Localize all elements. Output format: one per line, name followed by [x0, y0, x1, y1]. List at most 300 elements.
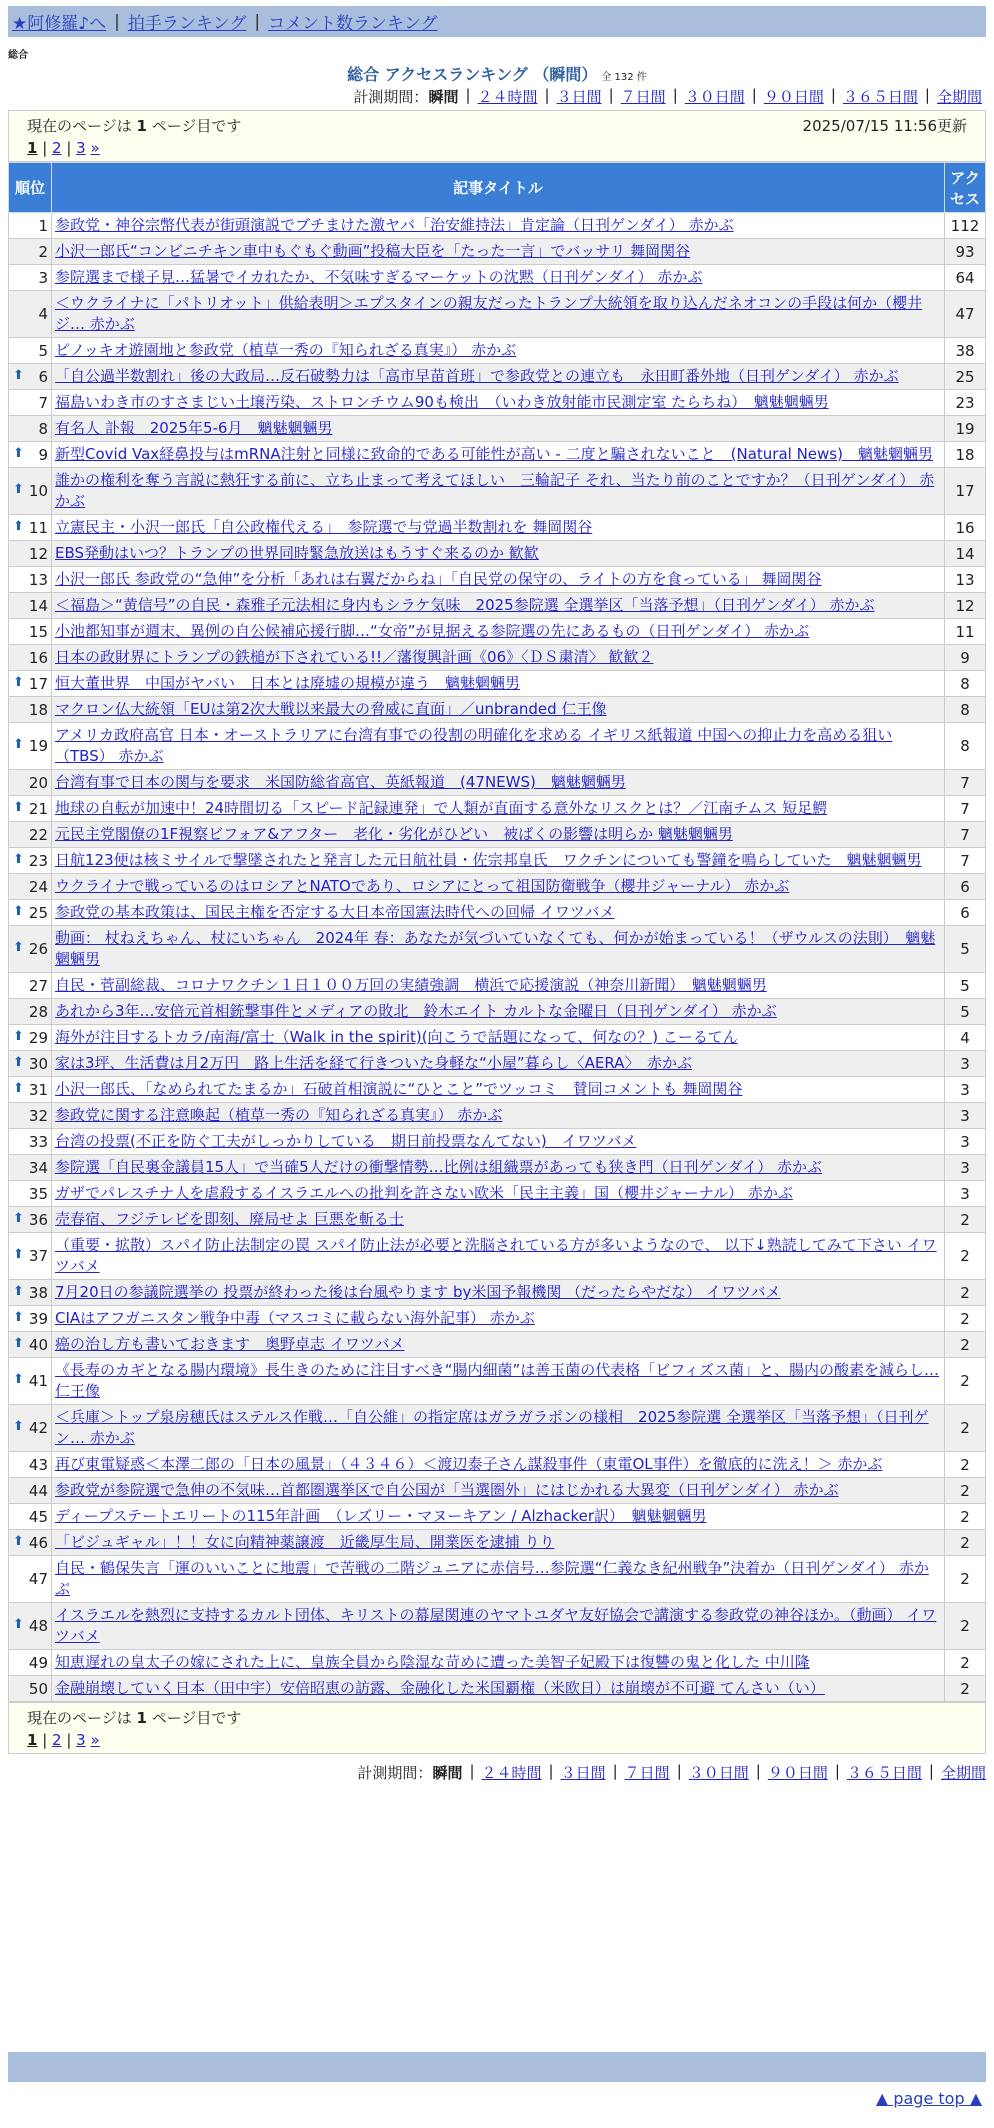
page-link-current[interactable]: 1 [27, 139, 38, 157]
article-title-link[interactable]: マクロン仏大統領「EUは第2次大戦以来最大の脅威に直面」／unbranded 仁王像 [55, 700, 607, 718]
access-count: 11 [945, 619, 986, 645]
title-cell [52, 390, 945, 416]
table-row [9, 1676, 986, 1702]
rank-cell [9, 1530, 52, 1556]
title-cell [52, 848, 945, 874]
article-title-link[interactable]: 《長寿のカギとなる腸内環境》長生きのために注目すべき“腸内細菌”は善玉菌の代表格「ビフィズス菌」と、腸内の酸素を減らし… 仁王像 [55, 1361, 940, 1400]
rank-cell [9, 1405, 52, 1452]
rank-number: 19 [28, 737, 48, 755]
article-title-link[interactable]: 「自公過半数割れ」後の大政局…反石破勢力は「高市早苗首班」で参政党との連立も 永田町番外地（日刊ゲンダイ） 赤かぶ [55, 367, 899, 385]
rank-up-arrow-icon: ⬆ [13, 903, 24, 919]
period-separator: | [672, 86, 678, 104]
title-cell [52, 1181, 945, 1207]
article-title-link[interactable]: ウクライナで戦っているのはロシアとNATOであり、ロシアにとって祖国防衛戦争（櫻井ジャーナル） 赤かぶ [55, 877, 790, 895]
title-cell [52, 1025, 945, 1051]
table-row [9, 1530, 986, 1556]
rank-number: 25 [28, 903, 48, 922]
page-title-row [0, 62, 994, 85]
table-row [9, 364, 986, 390]
access-count: 3 [945, 1077, 986, 1103]
rank-cell [9, 1233, 52, 1280]
title-cell [52, 1332, 945, 1358]
rank-cell [9, 1358, 52, 1405]
article-title-link[interactable]: 海外が注目するトカラ/南海/富士（Walk in the spirit)(向こうで話題になって、何なの？) こーるてん [55, 1028, 738, 1046]
rank-number: 11 [28, 518, 48, 537]
period-separator: | [830, 86, 836, 104]
table-row [9, 1332, 986, 1358]
rank-number: 8 [38, 419, 48, 438]
table-row [9, 390, 986, 416]
table-row [9, 515, 986, 541]
access-count: 64 [945, 265, 986, 291]
period-separator: | [676, 1762, 682, 1780]
rank-up-arrow-icon: ⬆ [13, 1028, 24, 1044]
article-title-link[interactable]: 地球の自転が加速中！24時間切る「スピード記録連発」で人類が直面する意外なリスクとは？／江南チムス 短足鰐 [55, 799, 828, 817]
article-title-link[interactable]: 再び東電疑惑＜本澤二郎の「日本の風景」（４３４６）＜渡辺泰子さん謀殺事件（東電OL事件）を徹底的に洗え！＞ 赤かぶ [55, 1455, 883, 1473]
table-row [9, 1478, 986, 1504]
article-title-link[interactable]: 日航123便は核ミサイルで撃墜されたと発言した元日航社員・佐宗邦皇氏 ワクチンについても警鐘を鳴らしていた 魑魅魍魎男 [55, 851, 922, 869]
period-option-link[interactable]: ３０日間 [688, 1764, 749, 1782]
article-title-link[interactable]: 小沢一郎氏 参政党の“急伸”を分析「あれは右翼だからね」「自民党の保守の、ライトの方を食っている」 舞岡関谷 [55, 570, 822, 588]
ranking-table [8, 162, 986, 1702]
rank-number: 20 [28, 773, 48, 792]
period-separator: | [608, 86, 614, 104]
access-count: 2 [945, 1233, 986, 1280]
article-title-link[interactable]: ガザでパレスチナ人を虐殺するイスラエルへの批判を許さない欧米「民主主義」国（櫻井ジャーナル） 赤かぶ [55, 1184, 793, 1202]
article-title-link[interactable]: ＜兵庫＞トップ泉房穂氏はステルス作戦…「自公維」の指定席はガラガラポンの様相 2025参院選 全選挙区「当落予想」（日刊ゲン… 赤かぶ [55, 1408, 929, 1447]
rank-number: 1 [38, 216, 48, 235]
article-title-link[interactable]: 日本の政財界にトランプの鉄槌が下されている!!／藩復興計画《06》〈ＤＳ粛清〉 歓歓２ [55, 648, 654, 666]
table-row [9, 593, 986, 619]
rank-cell [9, 338, 52, 364]
article-title-link[interactable]: （重要・拡散）スパイ防止法制定の罠 スパイ防止法が必要と洗脳されている方が多いようなので、 以下↓熟読してみて下さい イワツバメ [55, 1236, 937, 1275]
rank-up-arrow-icon: ⬆ [13, 445, 24, 461]
rank-number: 35 [28, 1184, 48, 1203]
table-row [9, 1025, 986, 1051]
page-links: 1 | 2 | 3 » [27, 139, 100, 157]
article-title-link[interactable]: 動画： 杖ねえちゃん、杖にいちゃん 2024年 春：あなたが気づいていなくても、何かが始まっている！（ザウルスの法則） 魑魅魍魎男 [55, 929, 936, 968]
period-option-link[interactable]: ３６５日間 [846, 1764, 922, 1782]
table-row [9, 1051, 986, 1077]
rank-number: 31 [28, 1080, 48, 1099]
rank-number: 10 [28, 482, 48, 500]
rank-up-arrow-icon: ⬆ [13, 1247, 24, 1262]
rank-cell [9, 1306, 52, 1332]
article-title-link[interactable]: 台湾の投票(不正を防ぐ工夫がしっかりしている 期日前投票なんてない) イワツバメ [55, 1132, 637, 1150]
pager-bottom [8, 1702, 986, 1754]
access-count: 2 [945, 1306, 986, 1332]
rank-number: 33 [28, 1132, 48, 1151]
rank-header: 順位 [9, 163, 52, 213]
title-cell [52, 364, 945, 390]
period-separator: | [834, 1762, 840, 1780]
access-count: 6 [945, 874, 986, 900]
title-cell [52, 338, 945, 364]
period-option-link[interactable]: 全期間 [936, 88, 982, 106]
title-cell [52, 1478, 945, 1504]
access-count: 3 [945, 1103, 986, 1129]
title-cell [52, 1207, 945, 1233]
rank-cell [9, 874, 52, 900]
rank-number: 28 [28, 1002, 48, 1021]
article-title-link[interactable]: 元民主党閣僚の1F視察ビフォア&アフター 老化・劣化がひどい 被ばくの影響は明らか 魑魅魍魎男 [55, 825, 733, 843]
table-row [9, 1504, 986, 1530]
table-row [9, 416, 986, 442]
article-title-link[interactable]: 知恵遅れの皇太子の嫁にされた上に、皇族全員から陰湿な苛めに遭った美智子妃殿下は復讐の鬼と化した 中川隆 [55, 1653, 810, 1671]
rank-cell [9, 265, 52, 291]
table-row [9, 645, 986, 671]
table-row [9, 239, 986, 265]
rank-cell [9, 1155, 52, 1181]
article-title-link[interactable]: 「ビジュギャル」！！女に向精神薬譲渡 近畿厚生局、開業医を逮捕 りり [55, 1533, 555, 1551]
table-row [9, 1603, 986, 1650]
article-title-link[interactable]: 参政党に関する注意喚起（植草一秀の『知られざる真実』） 赤かぶ [55, 1106, 503, 1124]
table-row [9, 291, 986, 338]
table-row [9, 796, 986, 822]
table-row [9, 926, 986, 973]
title-cell [52, 1603, 945, 1650]
article-title-link[interactable]: 7月20日の参議院選挙の 投票が終わった後は台風やります by米国予報機関 （だったらやだな） イワツバメ [55, 1283, 781, 1301]
period-option-link[interactable]: ３６５日間 [842, 88, 918, 106]
page-top-link[interactable]: ▲ page top ▲ [875, 2089, 982, 2108]
title-cell [52, 973, 945, 999]
title-cell [52, 1650, 945, 1676]
access-count: 2 [945, 1504, 986, 1530]
period-option-link[interactable]: ９０日間 [763, 88, 824, 106]
article-title-link[interactable]: 誰かの権利を奪う言説に熱狂する前に、立ち止まって考えてほしい 三輪記子 それ、当たり前のことですか？（日刊ゲンダイ） 赤かぶ [55, 471, 935, 510]
updated-timestamp: 2025/07/15 11:56更新 [802, 117, 967, 135]
rank-cell [9, 822, 52, 848]
access-count: 5 [945, 926, 986, 973]
table-row [9, 1207, 986, 1233]
table-row [9, 338, 986, 364]
table-row [9, 265, 986, 291]
rank-cell [9, 1077, 52, 1103]
title-cell [52, 1103, 945, 1129]
access-count: 3 [945, 1051, 986, 1077]
access-count: 47 [945, 291, 986, 338]
clap-ranking-link[interactable]: 拍手ランキング [127, 14, 247, 34]
title-cell [52, 1051, 945, 1077]
page-top-link-wrap [876, 2089, 982, 2108]
access-count: 14 [945, 541, 986, 567]
article-title-link[interactable]: 癌の治し方も書いておきます 奥野卓志 イワツバメ [55, 1335, 405, 1353]
article-title-link[interactable]: 参院選「自民裏金議員15人」で当確5人だけの衝撃情勢…比例は組織票があっても狭き門（日刊ゲンダイ） 赤かぶ [55, 1158, 823, 1176]
article-title-link[interactable]: 新型Covid Vax経鼻投与はmRNA注射と同様に致命的である可能性が高い - 二度と騙されないこと (Natural News) 魑魅魍魎男 [55, 445, 933, 463]
period-option-link[interactable]: ７日間 [624, 1764, 670, 1782]
period-option-link[interactable]: ３日間 [556, 88, 602, 106]
table-row [9, 1280, 986, 1306]
rank-cell [9, 567, 52, 593]
rank-number: 49 [28, 1653, 48, 1672]
period-separator: | [465, 86, 471, 104]
title-cell [52, 442, 945, 468]
access-count: 2 [945, 1358, 986, 1405]
table-row [9, 848, 986, 874]
bottom-bar [8, 2052, 986, 2082]
title-cell [52, 697, 945, 723]
access-count: 7 [945, 848, 986, 874]
rank-up-arrow-icon: ⬆ [13, 1419, 24, 1434]
table-row [9, 671, 986, 697]
rank-number: 32 [28, 1106, 48, 1125]
rank-up-arrow-icon: ⬆ [13, 940, 24, 955]
title-cell [52, 999, 945, 1025]
page-link-3[interactable]: 3 [76, 139, 86, 157]
table-row [9, 999, 986, 1025]
rank-number: 39 [28, 1309, 48, 1328]
period-option-link[interactable]: ９０日間 [767, 1764, 828, 1782]
rank-number: 12 [28, 544, 48, 563]
rank-number: 48 [28, 1617, 48, 1635]
rank-number: 30 [28, 1054, 48, 1073]
rank-number: 17 [28, 674, 48, 693]
access-count: 25 [945, 364, 986, 390]
rank-cell [9, 515, 52, 541]
article-title-link[interactable]: 小沢一郎氏“コンビニチキン車中もぐもぐ動画”投稿大臣を「たった一言」でバッサリ 舞岡関谷 [55, 242, 691, 260]
table-row [9, 1155, 986, 1181]
rank-cell [9, 593, 52, 619]
page-link-2[interactable]: 2 [52, 1731, 62, 1749]
article-title-link[interactable]: CIAはアフガニスタン戦争中毒（マスコミに載らない海外記事） 赤かぶ [55, 1309, 535, 1327]
rank-up-arrow-icon: ⬆ [13, 1335, 24, 1351]
access-count: 8 [945, 671, 986, 697]
access-count: 8 [945, 697, 986, 723]
next-page-link[interactable]: » [90, 139, 100, 157]
period-option-link[interactable]: ２４時間 [477, 88, 538, 106]
title-cell [52, 926, 945, 973]
table-row [9, 1129, 986, 1155]
table-row [9, 1306, 986, 1332]
rank-up-arrow-icon: ⬆ [13, 518, 24, 534]
period-option-link[interactable]: ３日間 [560, 1764, 606, 1782]
rank-cell [9, 213, 52, 239]
rank-up-arrow-icon: ⬆ [13, 1372, 24, 1387]
rank-number: 7 [38, 393, 48, 412]
article-title-link[interactable]: 福島いわき市のすさまじい土壌汚染、ストロンチウム90も検出 （いわき放射能市民測定室 たらちね） 魑魅魍魎男 [55, 393, 829, 411]
title-cell [52, 213, 945, 239]
period-separator: | [928, 1762, 934, 1780]
article-title-link[interactable]: 台湾有事で日本の関与を要求 米国防総省高官、英紙報道 (47NEWS) 魑魅魍魎男 [55, 773, 626, 791]
period-option-link[interactable]: ３０日間 [684, 88, 745, 106]
rank-cell [9, 1452, 52, 1478]
page-link-2[interactable]: 2 [52, 139, 62, 157]
rank-number: 40 [28, 1335, 48, 1354]
rank-cell [9, 1650, 52, 1676]
rank-cell [9, 645, 52, 671]
article-title-link[interactable]: アメリカ政府高官 日本・オーストラリアに台湾有事での役割の明確化を求める イギリス紙報道 中国への抑止力を高める狙い（TBS） 赤かぶ [55, 726, 893, 765]
article-title-link[interactable]: あれから3年…安倍元首相銃撃事件とメディアの敗北 鈴木エイト カルトな金曜日（日刊ゲンダイ） 赤かぶ [55, 1002, 777, 1020]
access-count: 2 [945, 1478, 986, 1504]
table-row [9, 697, 986, 723]
access-count: 7 [945, 796, 986, 822]
period-option-link[interactable]: ７日間 [620, 88, 666, 106]
page-link-3[interactable]: 3 [76, 1731, 86, 1749]
period-separator: | [751, 86, 757, 104]
article-title-link[interactable]: ディープステートエリートの115年計画 （レズリー・マヌーキアン / Alzhacker訳） 魑魅魍魎男 [55, 1507, 707, 1525]
period-selector-bottom [8, 1762, 986, 1783]
rank-up-arrow-icon: ⬆ [13, 674, 24, 690]
article-title-link[interactable]: EBS発動はいつ？トランプの世界同時緊急放送はもうすぐ来るのか 歓歓 [55, 544, 539, 562]
access-count: 7 [945, 770, 986, 796]
rank-up-arrow-icon: ⬆ [13, 799, 24, 815]
table-row [9, 468, 986, 515]
rank-number: 24 [28, 877, 48, 896]
title-cell [52, 1306, 945, 1332]
article-title-link[interactable]: 売春宿、フジテレビを即刻、廃局せよ 巨悪を斬る士 [55, 1210, 404, 1228]
rank-up-arrow-icon: ⬆ [13, 482, 24, 497]
title-cell [52, 416, 945, 442]
article-title-link[interactable]: 参政党・神谷宗幣代表が街頭演説でブチまけた激ヤバ「治安維持法」肯定論（日刊ゲンダイ） 赤かぶ [55, 216, 734, 234]
rank-up-arrow-icon: ⬆ [13, 1283, 24, 1299]
title-cell [52, 265, 945, 291]
access-count: 5 [945, 999, 986, 1025]
rank-cell [9, 1280, 52, 1306]
period-separator: | [544, 86, 550, 104]
home-link[interactable]: ★阿修羅♪へ [12, 14, 107, 34]
period-label: 計測期間： [357, 1764, 433, 1782]
table-row [9, 1405, 986, 1452]
access-count: 2 [945, 1207, 986, 1233]
access-count: 7 [945, 822, 986, 848]
period-selector-top [353, 86, 982, 107]
rank-cell [9, 1025, 52, 1051]
title-cell [52, 645, 945, 671]
period-option-link[interactable]: ２４時間 [481, 1764, 542, 1782]
article-title-link[interactable]: 参政党が参院選で急伸の不気味…首都圏選挙区で自公国が「当選圏外」にはじかれる大異変（日刊ゲンダイ） 赤かぶ [55, 1481, 839, 1499]
table-row [9, 1103, 986, 1129]
rank-cell [9, 796, 52, 822]
table-row [9, 1650, 986, 1676]
access-count: 3 [945, 1155, 986, 1181]
article-title-link[interactable]: ピノッキオ遊園地と参政党（植草一秀の『知られざる真実』） 赤かぶ [55, 341, 517, 359]
rank-cell [9, 541, 52, 567]
rank-number: 44 [28, 1481, 48, 1500]
rank-cell [9, 442, 52, 468]
rank-cell [9, 1504, 52, 1530]
title-cell [52, 1155, 945, 1181]
article-title-link[interactable]: 小池都知事が週末、異例の自公候補応援行脚…“女帝”が見据える参院選の先にあるもの（日刊ゲンダイ） 赤かぶ [55, 622, 810, 640]
rank-up-arrow-icon: ⬆ [13, 737, 24, 752]
article-title-link[interactable]: ＜ウクライナに「パトリオット」供給表明＞エプスタインの親友だったトランプ大統領を取り込んだネオコンの手段は何か（櫻井ジ… 赤かぶ [55, 294, 923, 333]
title-cell [52, 900, 945, 926]
rank-cell [9, 1207, 52, 1233]
article-title-link[interactable]: 有名人 訃報 2025年5-6月 魑魅魍魎男 [55, 419, 333, 437]
access-count: 8 [945, 723, 986, 770]
article-title-link[interactable]: 金融崩壊していく日本（田中宇）安倍昭恵の訪露、金融化した米国覇権（米欧日）は崩壊が不可避 てんさい（い） [55, 1679, 825, 1697]
rank-number: 36 [28, 1210, 48, 1229]
rank-up-arrow-icon: ⬆ [13, 1533, 24, 1549]
access-count: 3 [945, 1181, 986, 1207]
period-option-link[interactable]: 全期間 [940, 1764, 986, 1782]
rank-number: 15 [28, 622, 48, 641]
title-cell [52, 1556, 945, 1603]
article-title-link[interactable]: 家は3坪、生活費は月2万円 路上生活を経て行きついた身軽な“小屋”暮らし〈AERA〉 赤かぶ [55, 1054, 692, 1072]
page-title: 総合 アクセスランキング （瞬間） [347, 65, 598, 84]
access-count: 2 [945, 1530, 986, 1556]
rank-up-arrow-icon: ⬆ [13, 1309, 24, 1325]
rank-cell [9, 1129, 52, 1155]
article-title-link[interactable]: 自民・鶴保失言「運のいいことに地震」で苦戦の二階ジュニアに赤信号…参院選“仁義なき紀州戦争”決着か（日刊ゲンダイ） 赤かぶ [55, 1559, 929, 1598]
rank-cell [9, 848, 52, 874]
title-cell [52, 822, 945, 848]
table-row [9, 900, 986, 926]
rank-number: 22 [28, 825, 48, 844]
access-count: 2 [945, 1280, 986, 1306]
table-row [9, 567, 986, 593]
comment-ranking-link[interactable]: コメント数ランキング [268, 14, 438, 34]
nav-separator: | [254, 11, 261, 32]
rank-number: 23 [28, 851, 48, 870]
article-title-link[interactable]: ＜福島＞“黄信号”の自民・森雅子元法相に身内もシラケ気味 2025参院選 全選挙区「当落予想」（日刊ゲンダイ） 赤かぶ [55, 596, 875, 614]
title-cell [52, 1452, 945, 1478]
rank-cell [9, 468, 52, 515]
title-cell [52, 1233, 945, 1280]
access-count: 93 [945, 239, 986, 265]
page-links: 1 | 2 | 3 » [27, 1731, 100, 1749]
rank-number: 46 [28, 1533, 48, 1552]
rank-number: 27 [28, 976, 48, 995]
access-count: 23 [945, 390, 986, 416]
rank-up-arrow-icon: ⬆ [13, 1054, 24, 1070]
rank-up-arrow-icon: ⬆ [13, 1617, 24, 1632]
title-cell [52, 1129, 945, 1155]
article-title-link[interactable]: イスラエルを熱烈に支持するカルト団体、キリストの幕屋関連のヤマトユダヤ友好協会で講演する参政党の神谷ほか。（動画） イワツバメ [55, 1606, 937, 1645]
rank-cell [9, 973, 52, 999]
period-current: 瞬間 [428, 88, 459, 106]
article-title-link[interactable]: 参院選まで様子見…猛暑でイカれたか、不気味すぎるマーケットの沈黙（日刊ゲンダイ） 赤かぶ [55, 268, 703, 286]
table-row [9, 973, 986, 999]
current-page-text: 現在のページは 1 ページ目です [27, 117, 242, 135]
table-row [9, 1452, 986, 1478]
table-row [9, 619, 986, 645]
article-title-link[interactable]: 参政党の基本政策は、国民主権を否定する大日本帝国憲法時代への回帰 イワツバメ [55, 903, 615, 921]
page-link-current[interactable]: 1 [27, 1731, 38, 1749]
next-page-link[interactable]: » [90, 1731, 100, 1749]
rank-cell [9, 770, 52, 796]
access-count: 2 [945, 1556, 986, 1603]
rank-number: 42 [28, 1419, 48, 1437]
article-title-link[interactable]: 恒大董世界 中国がヤバい 日本とは廃墟の規模が違う 魑魅魍魎男 [55, 674, 521, 692]
access-count: 12 [945, 593, 986, 619]
rank-up-arrow-icon: ⬆ [13, 367, 24, 383]
article-title-link[interactable]: 自民・菅副総裁、コロナワクチン１日１００万回の実績強調 横浜で応援演説（神奈川新聞） 魑魅魍魎男 [55, 976, 767, 994]
rank-cell [9, 1603, 52, 1650]
rank-cell [9, 619, 52, 645]
access-count: 2 [945, 1650, 986, 1676]
rank-cell [9, 723, 52, 770]
rank-cell [9, 1332, 52, 1358]
access-count: 9 [945, 645, 986, 671]
rank-number: 6 [38, 367, 48, 386]
current-page-text: 現在のページは 1 ページ目です [27, 1709, 242, 1727]
table-row [9, 723, 986, 770]
ranking-container [8, 110, 986, 1783]
pager-top [8, 110, 986, 162]
table-row [9, 1181, 986, 1207]
rank-number: 47 [28, 1570, 48, 1588]
table-row [9, 442, 986, 468]
rank-number: 43 [28, 1455, 48, 1474]
top-nav-bar [8, 6, 986, 37]
access-count: 38 [945, 338, 986, 364]
rank-cell [9, 364, 52, 390]
title-cell [52, 541, 945, 567]
article-title-link[interactable]: 立憲民主・小沢一郎氏「自公政権代える」 参院選で与党過半数割れを 舞岡関谷 [55, 518, 593, 536]
article-title-link[interactable]: 小沢一郎氏、「なめられてたまるか」石破首相演説に“ひとこと”でツッコミ 賛同コメントも 舞岡関谷 [55, 1080, 743, 1098]
access-count: 2 [945, 1332, 986, 1358]
access-count: 2 [945, 1676, 986, 1702]
